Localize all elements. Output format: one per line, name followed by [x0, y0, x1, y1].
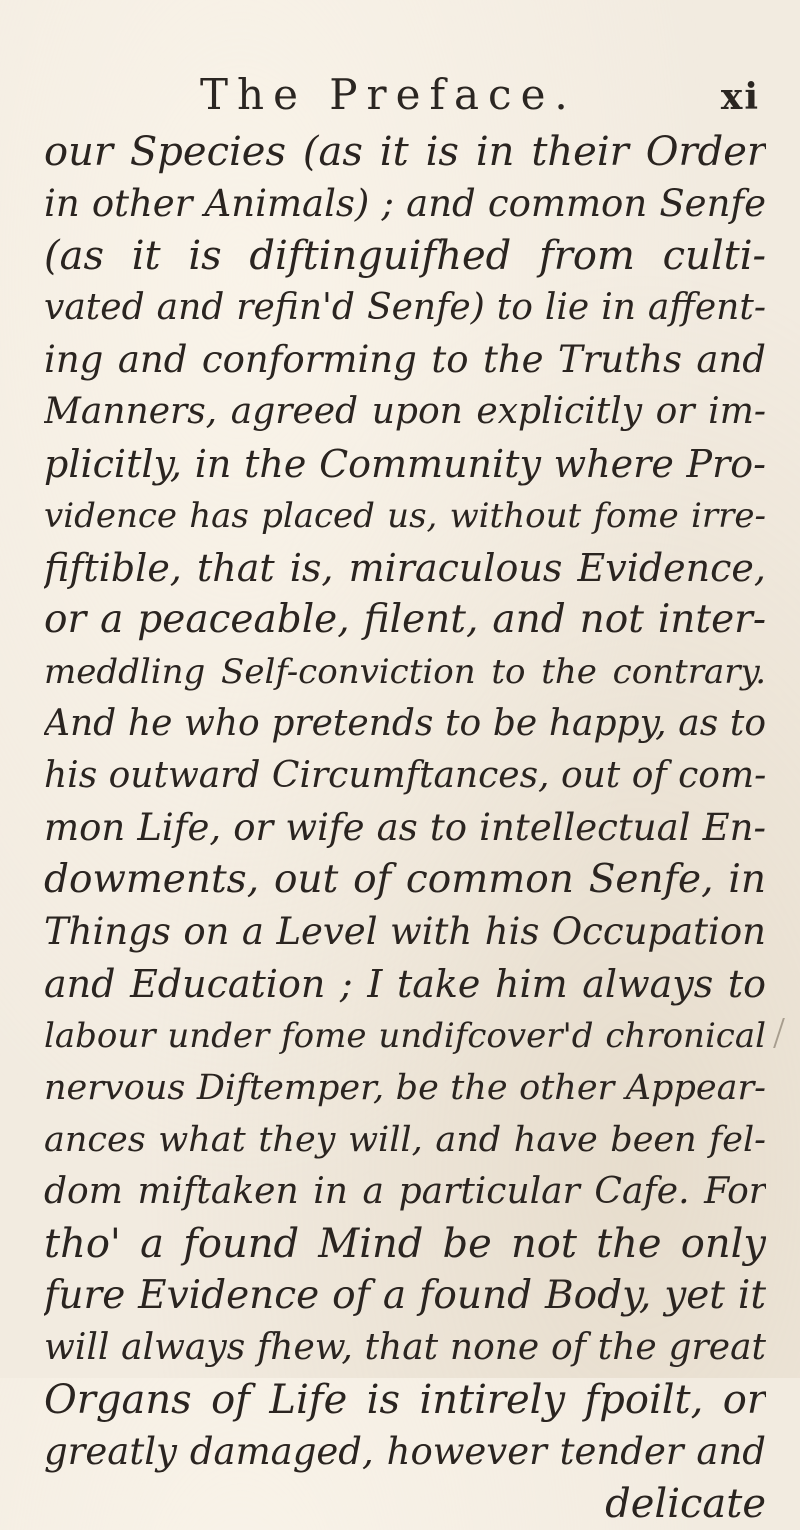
text-line: ing and conforming to the Truths and	[44, 338, 766, 381]
running-title: The Preface.	[200, 70, 577, 119]
text-line: meddling Self-conviction to the contrary.	[44, 652, 766, 692]
text-line: dowments, out of common Senfe, in	[44, 857, 766, 902]
text-line: Organs of Life is intirely fpoilt, or	[44, 1377, 766, 1423]
text-line: or a peaceable, filent, and not inter-	[44, 597, 766, 642]
text-line: dom miftaken in a particular Cafe. For	[44, 1171, 766, 1212]
catchword: delicate	[605, 1481, 766, 1527]
text-line: our Species (as it is in their Order	[44, 129, 766, 175]
page-number: xi	[720, 76, 760, 118]
text-line: tho' a found Mind be not the only	[44, 1221, 766, 1267]
text-line: labour under fome undifcover'd chronical	[44, 1016, 766, 1056]
text-line: Manners, agreed upon explicitly or im-	[44, 391, 766, 432]
text-line: nervous Diftemper, be the other Appear-	[44, 1068, 766, 1108]
text-line: in other Animals) ; and common Senfe	[44, 182, 766, 225]
text-line: plicitly, in the Community where Pro-	[44, 442, 766, 486]
text-line: and Education ; I take him always to	[44, 962, 766, 1006]
text-line: his outward Circumftances, out of com-	[44, 755, 766, 796]
text-line: will always fhew, that none of the great	[44, 1327, 766, 1368]
text-line: (as it is diftinguifhed from culti-	[44, 233, 766, 279]
text-line: fiftible, that is, miraculous Evidence,	[44, 546, 766, 590]
body-text	[44, 126, 766, 1530]
margin-mark	[773, 1018, 795, 1048]
text-line: ances what they will, and have been fel-	[44, 1120, 766, 1160]
text-line: Things on a Level with his Occupation	[44, 910, 766, 953]
text-line: And he who pretends to be happy, as to	[44, 703, 766, 744]
text-line: greatly damaged, however tender and	[44, 1430, 766, 1473]
text-line: mon Life, or wife as to intellectual En-	[44, 806, 766, 849]
text-line: fure Evidence of a found Body, yet it	[44, 1273, 766, 1318]
page-header	[200, 70, 760, 120]
text-line: vidence has placed us, without fome irre-	[44, 496, 766, 536]
text-line: vated and refin'd Senfe) to lie in affent-	[44, 287, 766, 328]
